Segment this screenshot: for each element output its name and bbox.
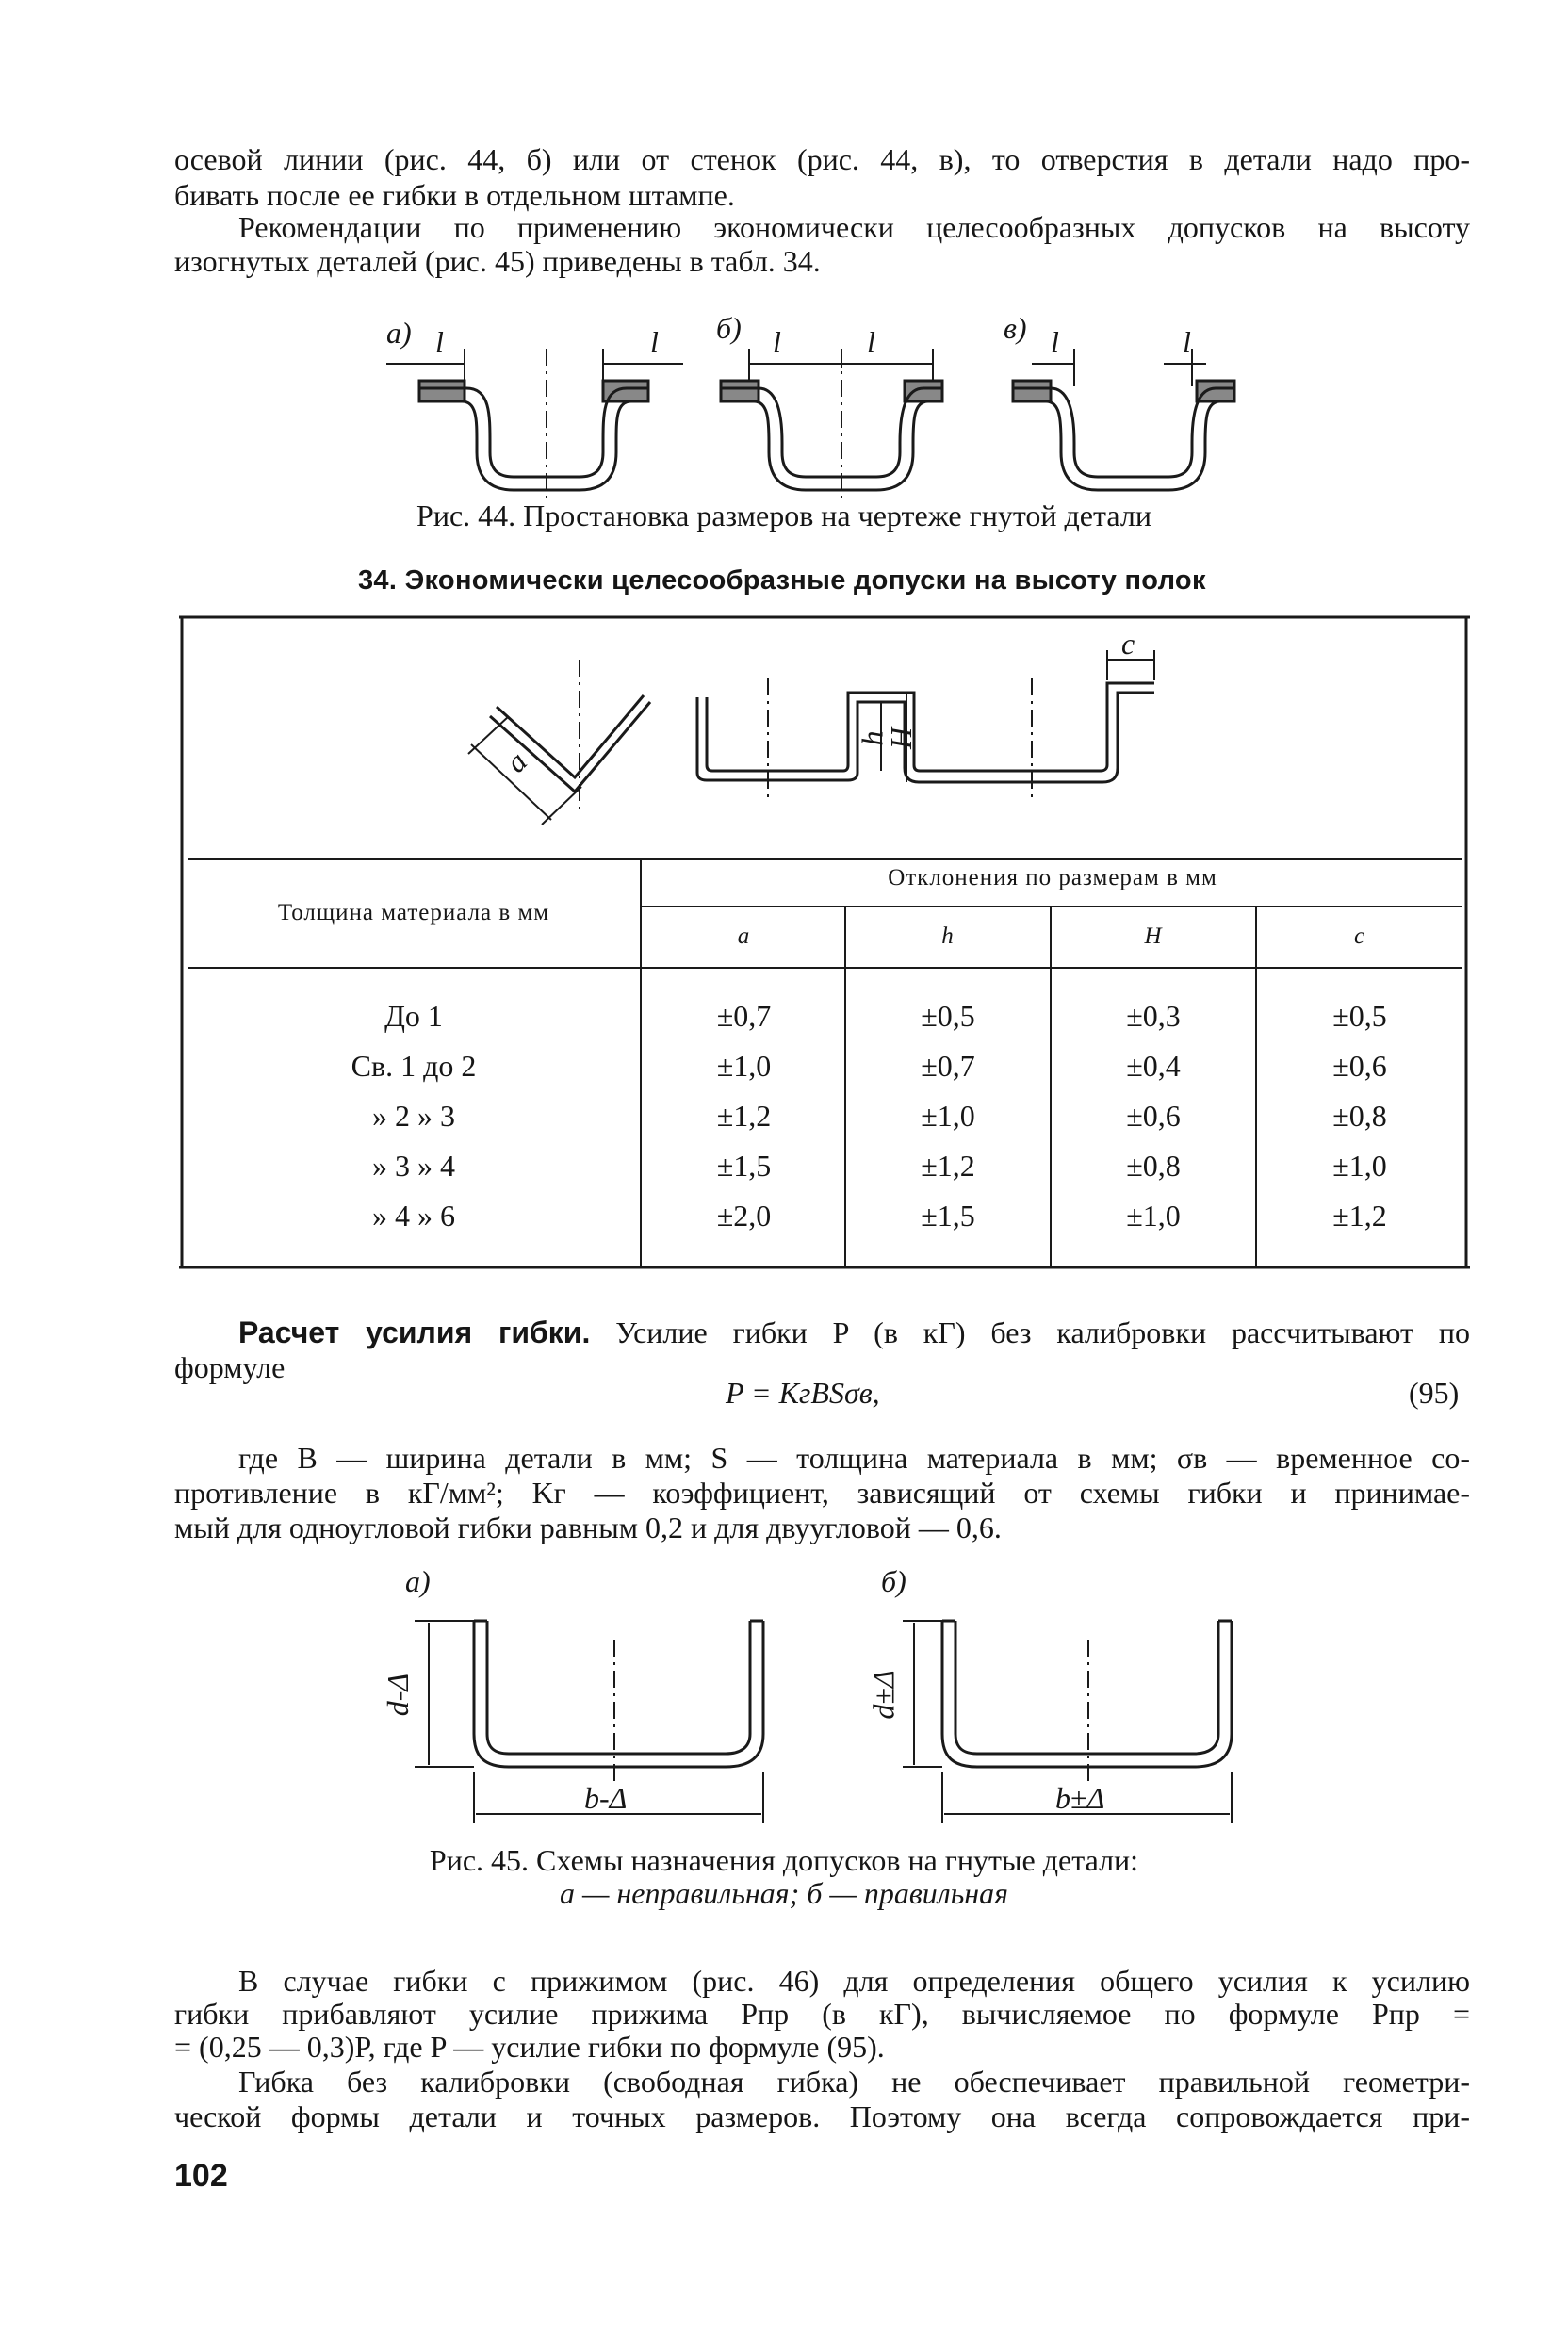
fig44-dim-l-b1: l	[773, 325, 781, 359]
table-row-5-a: ±2,0	[716, 1199, 772, 1233]
fig45-dim-b-vert: d±Δ	[866, 1670, 901, 1720]
table-row-1-thickness: До 1	[384, 999, 443, 1033]
page-number: 102	[174, 2158, 228, 2194]
table-row-1-H: ±0,3	[1126, 999, 1181, 1033]
fig44-dim-l-a1: l	[435, 325, 444, 359]
table-row-5-c: ±1,2	[1332, 1199, 1387, 1233]
fig44-dim-l-b2: l	[867, 325, 875, 359]
para3-line3: мый для одноугловой гибки равным 0,2 и для двуугловой — 0,6.	[174, 1511, 1002, 1544]
fig44-label-v: в)	[1004, 311, 1027, 345]
section-line1-rest: Усилие гибки P (в кГ) без калибровки рассчитывают по	[615, 1315, 1471, 1349]
fig44-dim-l-v1: l	[1051, 325, 1059, 359]
para4-line3: = (0,25 — 0,3)P, где P — усилие гибки по формуле (95).	[174, 2030, 885, 2064]
table-row-5-thickness: » 4 » 6	[372, 1199, 455, 1233]
table34-sketch-label-h: h	[855, 730, 890, 746]
table-row-3-c: ±0,8	[1332, 1099, 1387, 1133]
table34-col-h: h	[941, 923, 955, 949]
para4-line2: гибки прибавляют усилие прижима Pпр (в кГ), вычисляемое по формуле Pпр =	[174, 1997, 1470, 2031]
fig45-caption-line2: а — неправильная; б — правильная	[559, 1876, 1009, 1910]
table-row-3-thickness: » 2 » 3	[372, 1099, 455, 1133]
table-row-3-H: ±0,6	[1126, 1099, 1181, 1133]
table-row-3-h: ±1,0	[921, 1099, 975, 1133]
section-line2: формуле	[174, 1350, 286, 1384]
table-row-4-H: ±0,8	[1126, 1149, 1181, 1183]
table-row-1-a: ±0,7	[716, 999, 772, 1033]
table34-col-H: H	[1144, 923, 1163, 949]
table-row-2-a: ±1,0	[716, 1049, 772, 1083]
table-row-1-h: ±0,5	[921, 999, 975, 1033]
fig45-dim-a-horiz: b-Δ	[584, 1781, 628, 1815]
para5-line2: ческой формы детали и точных размеров. Поэтому она всегда сопровождается при-	[174, 2099, 1470, 2133]
table34-thickness-header: Толщина материала в мм	[277, 900, 550, 925]
formula-95: P = KгBSσв,	[726, 1376, 880, 1410]
table-row-4-h: ±1,2	[921, 1149, 975, 1183]
para2-line1: Рекомендации по применению экономически целесообразных допусков на высоту	[238, 210, 1470, 244]
table-row-1-c: ±0,5	[1332, 999, 1387, 1033]
table-row-5-h: ±1,5	[921, 1199, 975, 1233]
para4-line1: В случае гибки с прижимом (рис. 46) для определения общего усилия к усилию	[238, 1964, 1470, 1998]
para1-line2: бивать после ее гибки в отдельном штампе.	[174, 178, 735, 212]
para1-line1: осевой линии (рис. 44, б) или от стенок (рис. 44, в), то отверстия в детали надо про-	[174, 142, 1470, 176]
table-row-4-c: ±1,0	[1332, 1149, 1387, 1183]
table-row-4-a: ±1,5	[716, 1149, 772, 1183]
table-row-2-c: ±0,6	[1332, 1049, 1387, 1083]
fig45-dim-b-horiz: b±Δ	[1055, 1781, 1105, 1815]
fig45-dim-a-vert: d-Δ	[381, 1673, 416, 1717]
table34-sketch-label-c: c	[1121, 627, 1135, 661]
table34-sketch-label-H: H	[884, 727, 919, 750]
fig44-dim-l-a2: l	[650, 325, 659, 359]
table-row-2-H: ±0,4	[1126, 1049, 1181, 1083]
table34-col-a: a	[737, 923, 751, 949]
fig44-label-b: б)	[716, 311, 742, 345]
fig45-label-a: а)	[405, 1564, 431, 1598]
fig44-dim-l-v2: l	[1183, 325, 1191, 359]
fig44-caption: Рис. 44. Простановка размеров на чертеже гнутой детали	[416, 498, 1152, 532]
fig44-label-a: а)	[386, 316, 412, 350]
fig45-label-b: б)	[881, 1564, 906, 1598]
fig45-caption-line1: Рис. 45. Схемы назначения допусков на гнутые детали:	[429, 1843, 1139, 1877]
table-row-5-H: ±1,0	[1126, 1199, 1181, 1233]
para2-line2: изогнутых деталей (рис. 45) приведены в табл. 34.	[174, 244, 821, 278]
para3-line2: противление в кГ/мм²; Kг — коэффициент, зависящий от схемы гибки и принимае-	[174, 1476, 1470, 1510]
table-row-2-thickness: Св. 1 до 2	[351, 1049, 477, 1083]
para3-line1: где B — ширина детали в мм; S — толщина материала в мм; σв — временное со-	[238, 1441, 1470, 1475]
table-row-4-thickness: » 3 » 4	[372, 1149, 455, 1183]
para5-line1: Гибка без калибровки (свободная гибка) не обеспечивает правильной геометри-	[238, 2065, 1470, 2099]
section-heading: Расчет усилия гибки.	[238, 1315, 591, 1349]
table34-title: 34. Экономически целесообразные допуски на высоту полок	[358, 565, 1206, 596]
table34-col-c: c	[1353, 923, 1366, 949]
formula-number: (95)	[1409, 1376, 1460, 1410]
table-row-2-h: ±0,7	[921, 1049, 975, 1083]
table34-sketch-label-a: a	[498, 743, 534, 779]
table34-deviation-header: Отклонения по размерам в мм	[888, 865, 1217, 890]
table-row-3-a: ±1,2	[716, 1099, 772, 1133]
